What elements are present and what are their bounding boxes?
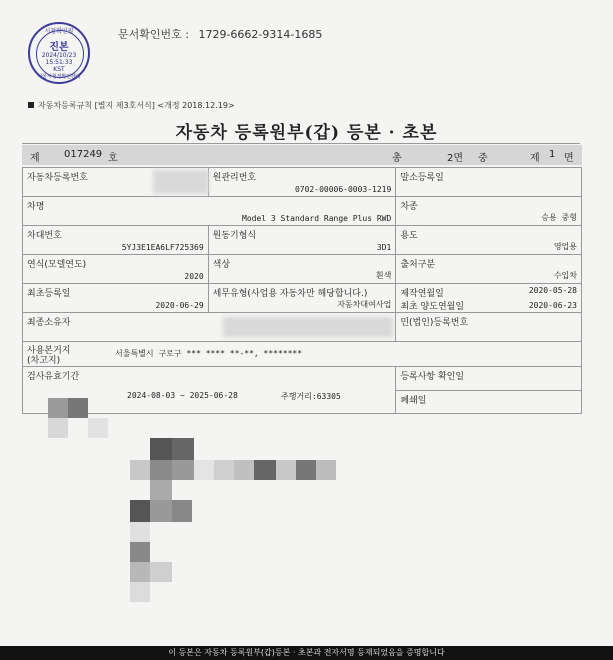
motor-value: 3D1 — [376, 243, 392, 252]
total-label: 총 — [392, 153, 402, 164]
table-row — [23, 168, 582, 197]
year-value: 2020 — [184, 272, 204, 281]
document-number — [112, 26, 322, 42]
document-number-value: 1729-6662-9314-1685 — [198, 28, 323, 41]
business-type-label: 세무유형(사업용 자동차만 해당합니다.) — [212, 289, 368, 299]
footer-text: 이 등본은 자동차 등록원부(갑)등본 · 초본과 전자서명 등재되었음을 증명합니다 — [168, 648, 445, 657]
mosaic-tile — [130, 522, 150, 542]
mosaic-tile — [214, 460, 234, 480]
mosaic-tile — [234, 460, 254, 480]
inspect-range: 2024-08-03 ~ 2025-06-28 — [127, 391, 238, 400]
page-title: 자동차 등록원부(갑) 등본 · 초본 — [175, 123, 438, 143]
inspect-label: 검사유효기간 — [27, 372, 80, 382]
seal-datetime — [30, 52, 88, 73]
seal-time: 15:51:33 — [45, 59, 73, 66]
form-reference — [28, 100, 235, 111]
mosaic-tile — [48, 398, 68, 418]
owner-label: 최종소유자 — [27, 318, 71, 328]
seal-bottom-text: 서울시청정확인센터 — [37, 74, 81, 80]
color-value: 흰색 — [375, 271, 392, 280]
base-label-sub: (차고지) — [27, 356, 61, 366]
dates-cell — [396, 284, 582, 313]
mosaic-tile — [276, 460, 296, 480]
mosaic-tile — [130, 460, 150, 480]
mosaic-tile — [316, 460, 336, 480]
mosaic-tile — [172, 460, 194, 480]
vin-cell — [23, 226, 209, 255]
mileage-value: 주행거리:63305 — [281, 392, 341, 401]
table-row — [23, 255, 582, 284]
first-reg-label: 최초등록일 — [27, 289, 71, 299]
car-type-label: 차종 — [400, 202, 418, 212]
mosaic-tile — [130, 542, 150, 562]
scrap-label: 폐쇄일 — [400, 395, 427, 406]
base-label: 사용본거지 — [27, 346, 71, 356]
first-reg-value: 2020-06-29 — [155, 301, 204, 310]
page-number: 1 — [549, 149, 556, 160]
mgmt-number-label: 원관리번호 — [212, 173, 257, 183]
mosaic-tile — [130, 562, 150, 582]
mgmt-number-cell — [208, 168, 396, 197]
seal-date: 2024/10/23 — [41, 52, 77, 59]
manufacture-value: 2020-05-28 — [528, 286, 577, 295]
registration-number-row — [22, 145, 582, 165]
table-row — [23, 367, 582, 391]
motor-label: 원동기형식 — [212, 231, 257, 241]
mosaic-tile — [296, 460, 316, 480]
registration-table — [22, 167, 582, 414]
base-cell — [23, 342, 582, 367]
table-row — [23, 342, 582, 367]
of-label: 중 — [478, 153, 488, 164]
first-transfer-label: 최초 양도연월일 — [400, 302, 465, 312]
vin-label: 차대번호 — [27, 231, 62, 241]
first-reg-cell — [23, 284, 209, 313]
usage-label: 용도 — [400, 231, 418, 241]
car-type-cell — [396, 197, 582, 226]
total-pages: 2면 — [447, 153, 464, 164]
bullet-square-icon — [28, 102, 34, 108]
mosaic-tile — [88, 418, 108, 438]
reg-number-cell — [23, 168, 209, 197]
business-type-cell — [208, 284, 396, 313]
confirm-cell — [396, 367, 582, 391]
origin-cell — [396, 255, 582, 284]
cancel-date-cell — [396, 168, 582, 197]
table-row — [23, 313, 582, 342]
form-reference-text: 자동차등록규칙 [별지 제3호서식] <개정 2018.12.19> — [38, 101, 235, 110]
car-name-value: Model 3 Standard Range Plus RWD — [242, 214, 392, 223]
authenticity-seal — [28, 22, 90, 84]
business-type-value: 자동차대여사업 — [337, 300, 392, 309]
mosaic-tile — [254, 460, 276, 480]
myeon-label: 면 — [564, 153, 574, 164]
year-cell — [23, 255, 209, 284]
manufacture-label: 제작연월일 — [400, 289, 444, 299]
color-label: 색상 — [212, 260, 231, 270]
footer-bar — [0, 646, 613, 660]
motor-cell — [208, 226, 396, 255]
mosaic-tile — [172, 438, 194, 460]
vin-value: 5YJ3E1EA6LF725369 — [121, 243, 204, 252]
car-name-cell — [23, 197, 396, 226]
redaction-block — [223, 317, 393, 337]
cancel-date-label: 말소등록일 — [400, 173, 444, 183]
reg-number-label: 자동차등록번호 — [27, 173, 88, 183]
table-row — [23, 226, 582, 255]
mosaic-tile — [68, 398, 88, 418]
seal-top-text: 시청확인필 — [44, 28, 74, 35]
id-label: 민(법인)등록번호 — [400, 318, 469, 328]
usage-cell — [396, 226, 582, 255]
origin-value: 수입차 — [553, 271, 577, 280]
id-cell — [396, 313, 582, 342]
divider — [22, 143, 580, 144]
mosaic-tile — [150, 562, 172, 582]
table-row — [23, 284, 582, 313]
owner-cell — [23, 313, 396, 342]
mosaic-tile — [130, 582, 150, 602]
page-label: 제 — [530, 153, 540, 164]
mosaic-tile — [150, 460, 172, 480]
je-label: 제 — [30, 153, 40, 164]
origin-label: 출처구분 — [400, 260, 436, 270]
seal-center-text: 진본 — [49, 42, 69, 53]
color-cell — [208, 255, 396, 284]
mosaic-tile — [48, 418, 68, 438]
mosaic-tile — [150, 438, 172, 460]
car-type-value: 승용 중형 — [541, 213, 577, 222]
ho-label: 호 — [108, 153, 118, 164]
mosaic-tile — [172, 500, 192, 522]
mosaic-tile — [130, 500, 150, 522]
mgmt-number-value: 0702-00006-0003-1219 — [294, 185, 392, 194]
usage-value: 영업용 — [553, 242, 577, 251]
table-row — [23, 197, 582, 226]
redaction-block — [153, 170, 209, 194]
car-name-label: 차명 — [27, 202, 45, 212]
seal-tz: KST — [53, 66, 65, 73]
year-label: 연식(모델연도) — [27, 260, 87, 270]
document-number-label: 문서확인번호 : — [118, 28, 189, 41]
first-transfer-value: 2020-06-23 — [528, 301, 577, 310]
scrap-cell — [396, 390, 582, 414]
mosaic-tile — [194, 460, 214, 480]
mosaic-tile — [150, 500, 172, 522]
serial-number: 017249 — [64, 149, 103, 160]
confirm-label: 등록사항 확인일 — [400, 372, 465, 382]
base-value: 서울특별시 구로구 *** **** **-**, ******** — [115, 349, 303, 358]
mosaic-tile — [150, 480, 172, 500]
